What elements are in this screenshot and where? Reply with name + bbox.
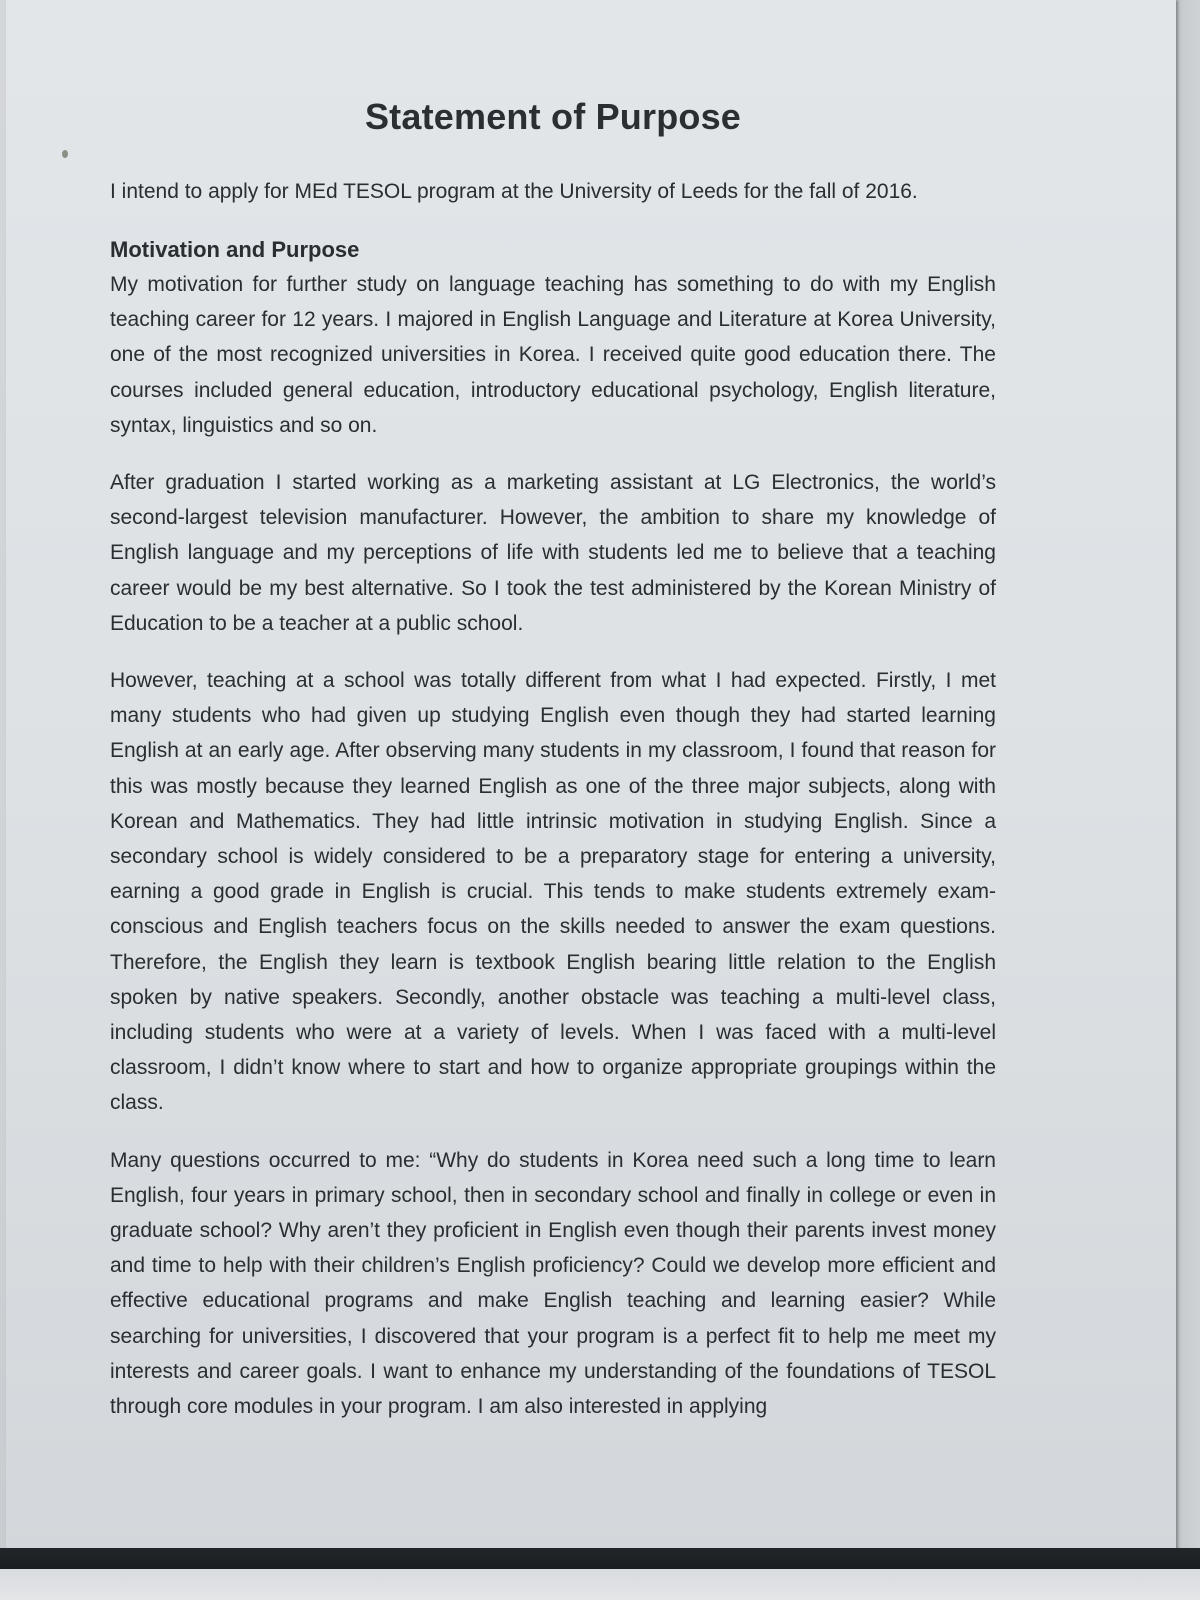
intro-sentence: I intend to apply for MEd TESOL program at the University of Leeds for the fall of 2016. <box>110 180 918 203</box>
document-content <box>110 96 996 1447</box>
paragraph-career: After graduation I started working as a marketing assistant at LG Electronics, the world’s second-largest television manufacturer. However, the ambition to share my knowledge of English language and my perceptions of life with students led me to believe that a teaching career would be my best alternative. So I took the test administered by the Korean Ministry of Education to be a teacher at a public school. <box>110 471 996 635</box>
paper-speck <box>62 150 68 158</box>
binder-edge <box>0 1548 1200 1600</box>
document-title: Statement of Purpose <box>364 96 742 137</box>
section-heading: Motivation and Purpose <box>110 237 360 262</box>
paragraph-questions: Many questions occurred to me: “Why do students in Korea need such a long time to learn English, four years in primary school, then in secondary school and finally in college or even in graduate school? Why aren’t they proficient in English even though their parents invest money and time to help with their children’s English proficiency? Could we develop more efficient and effective educational programs and make English teaching and learning easier? While searching for universities, I discovered that your program is a perfect fit to help me meet my interests and career goals. I want to enhance my understanding of the foundations of TESOL through core modules in your program. I am also interested in applying <box>110 1148 996 1419</box>
paragraph-motivation: My motivation for further study on language teaching has something to do with my English teaching career for 12 years. I majored in English Language and Literature at Korea University, one of the most recognized universities in Korea. I received quite good education there. The courses included general education, introductory educational psychology, English literature, syntax, linguistics and so on. <box>110 273 996 437</box>
paragraph-teaching-experience: However, teaching at a school was totally different from what I had expected. Firstly, I met many students who had given up studying English even though they had started learning English at an early age. After observing many students in my classroom, I found that reason for this was mostly because they learned English as one of the three major subjects, along with Korean and Mathematics. They had little intrinsic motivation in studying English. Since a secondary school is widely considered to be a preparatory stage for entering a university, earning a good grade in English is crucial. This tends to make students extremely exam-conscious and English teachers focus on the skills needed to answer the exam questions. Therefore, the English they learn is textbook English bearing little relation to the English spoken by native speakers. Secondly, another obstacle was teaching a multi-level class, including students who were at a variety of levels. When I was faced with a multi-level classroom, I didn’t know where to start and how to organize appropriate groupings within the class. <box>110 669 996 1115</box>
